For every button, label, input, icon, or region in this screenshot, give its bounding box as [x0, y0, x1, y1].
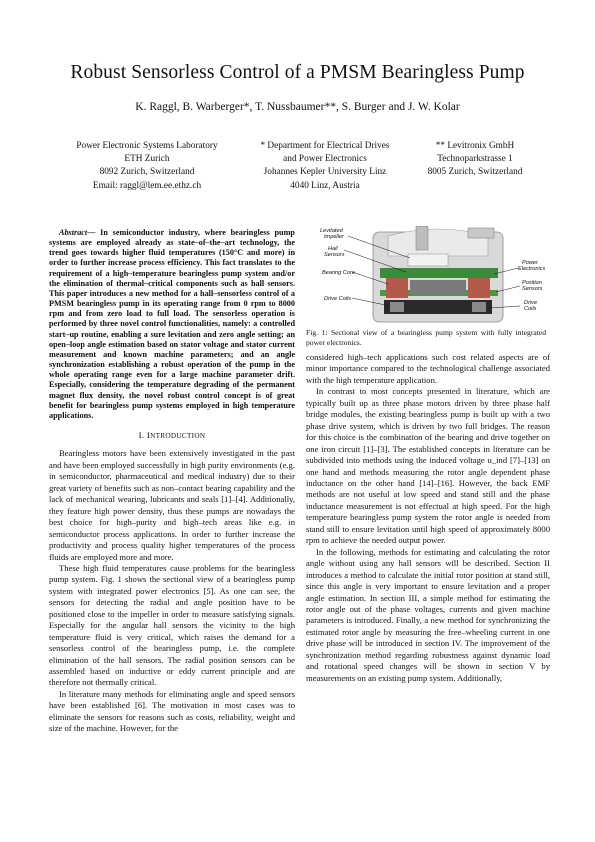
affiliation-line: 4040 Linz, Austria — [290, 180, 360, 191]
abstract — [49, 228, 295, 421]
left-column — [49, 228, 295, 735]
paragraph: These high fluid temperatures cause problems for the bearingless pump system. Fig. 1 shows the sectional view of a bearingless pump system with integrated power electronics [5]. As one can see, the sensors for detecting the radial and angle position have to be positioned close to the impeller in order to measure satisfying signals. Especially for the angular hall sensors the vicinity to the high temperature fluid is very critical, which raises the demand for a sensorless control of the bearingless pump, i.e. the complete elimination of the hall sensors. The radial position sensors can be assembled based on inductive or eddy current principle and are therefore not thermally critical. — [49, 562, 295, 688]
section-heading-introduction — [49, 430, 295, 442]
affiliation-line: and Power Electronics — [283, 154, 367, 165]
impeller — [408, 254, 448, 266]
affiliation-line: Power Electronic Systems Laboratory — [76, 141, 218, 151]
affiliation-email: Email: raggl@lem.ee.ethz.ch — [92, 180, 202, 191]
section-title-initial: I — [146, 429, 151, 440]
author-list: K. Raggl, B. Warberger*, T. Nussbaumer**, S. Burger and J. W. Kolar — [135, 101, 460, 113]
paper-title: Robust Sensorless Control of a PMSM Bearingless Pump — [70, 62, 525, 83]
affiliation-levitronix — [415, 140, 535, 180]
affiliation-line: ** Levitronix GmbH — [435, 141, 515, 151]
section-title-rest: NTRODUCTION — [150, 431, 206, 440]
affiliation-line: * Department for Electrical Drives — [260, 141, 390, 151]
affiliation-jku — [240, 140, 410, 193]
power-electronics-board — [380, 268, 498, 278]
figure-label-position-sensors: Position Sensors — [522, 280, 543, 292]
abstract-label: Abstract — [59, 228, 88, 237]
section-numeral: I. — [138, 429, 145, 440]
figure-label-drive-coils-left: Drive Coils — [324, 296, 352, 302]
outlet-pipe — [468, 228, 494, 238]
paragraph: In contrast to most concepts presented in literature, which are typically built up as three phase motors driven by three phase half bridge modules, the existing bearingless pump is built up with a two phase drive system, which is driven by two full bridges. The reason for this choice is the combination of the bearing and drive together on one iron circuit [1]–[3]. The established concepts in literature can be subdivided into methods using the induced voltage u_ind [7]–[13] on one hand and methods measuring the rotor angle dependent phase inductance on the other hand [14]–[16]. However, the back EMF methods are not useful at low speed and stand still and the phase inductance measurement is not effectual at high speed. For the high temperature bearingless pump system the rotor angle is needed from stand still to ensure levitation until high speed of approximately 8000 rpm to achieve the needed output power. — [306, 386, 550, 546]
abstract-text: — In semiconductor industry, where bearingless pump systems are employed already as state–of–the–art technology, the trend goes towards higher fluid temperatures (150°C and more) in order to further increase process efficiency. This fact translates to the requirement of a high–temperature bearingless pump system and/or the elimination of thermal–critical components such as hall sensors. This paper introduces a new method for a hall–sensorless control of a PMSM bearingless pump in its operating range from 0 rpm to 8000 rpm and from zero load to full load. The sensorless operation is performed by three novel control functionalities, namely: a controlled start–up routine, enabling a sure levitation and zero angle setting; an open–loop angle estimation based on stator voltage and stator current measurement and known machine parameters; and an angle synchronization establishing a robust operation of the pump in the whole operating range even for a large machine parameter drift. Especially, considering the temperature degrading of the permanent magnet flux density, the novel robust control concept is of great benefit for bearingless pump systems employed in high temperature applications. — [49, 228, 295, 420]
affiliation-eth — [62, 140, 232, 193]
affiliation-line: 8005 Zurich, Switzerland — [427, 167, 523, 178]
pump-sectional-figure — [318, 226, 550, 326]
paragraph: considered high–tech applications such cost related aspects are of minor importance compared to the technological challenge associated with the high temperature application. — [306, 352, 550, 385]
stator — [410, 280, 466, 294]
affiliation-line: 8092 Zurich, Switzerland — [99, 167, 195, 178]
paragraph: In the following, methods for estimating and calculating the rotor angle without using any hall sensors will be described. Section II introduces a method to calculate the initial rotor position at stand still, since this angle is very important to ensure levitation and a proper angle estimation. In section III, a simple method for estimating the rotor angle out of the phase voltages, currents and given machine parameters is introduced. Finally, a new method for synchronizing the estimated rotor angle by measuring the free–wheeling current in one drive phase will be introduced in section IV. The improvement of the synchronization method regarding robustness against dynamic load and rotational speed changes will be shown in section V by measurements on an existing pump system. Additionally, — [306, 546, 550, 683]
figure-label-bearing-core: Bearing Core — [322, 270, 355, 276]
affiliation-line: Technoparkstrasse 1 — [437, 154, 513, 165]
affiliation-line: Johannes Kepler University Linz — [263, 167, 387, 178]
figure-label-power-electronics: Power Electronics — [518, 260, 546, 272]
right-column — [306, 352, 550, 684]
figure-caption: Fig. 1: Sectional view of a bearingless pump system with fully integrated power electronics. — [306, 328, 546, 347]
drive-coil — [472, 302, 486, 312]
figure-label-hall-sensors: Hall Sensors — [324, 246, 345, 258]
affiliation-line: ETH Zurich — [124, 154, 170, 165]
figure-label-levitated-impeller: Levitated Impeller — [320, 228, 344, 240]
bearing-core — [386, 278, 408, 298]
drive-coil — [390, 302, 404, 312]
drive-coil-right — [468, 278, 490, 298]
inlet-pipe — [416, 226, 428, 250]
paragraph: In literature many methods for eliminating angle and speed sensors have been established [6]. The motivation in most cases was to eliminate the sensors for reasons such as costs, reliability, weight and size of the machine. However, for the — [49, 688, 295, 734]
figure-label-drive-coils-right: Drive Coils — [524, 300, 538, 312]
paragraph: Bearingless motors have been extensively investigated in the past and have been employed successfully in high purity environments (e.g. in semiconductor, pharmaceutical and medical industry) due to their great variety of benefits such as non–contact bearing capability and the lack of mechanical wearing, lubricants and seals [1]–[4]. Additionally, they feature high power density, thus these pumps are nowadays the best choice for high–purity and high–tech areas like e.g. in semiconductor process applications. In order to further increase the productivity and process quality higher temperatures of the process fluids are employed more and more. — [49, 448, 295, 562]
